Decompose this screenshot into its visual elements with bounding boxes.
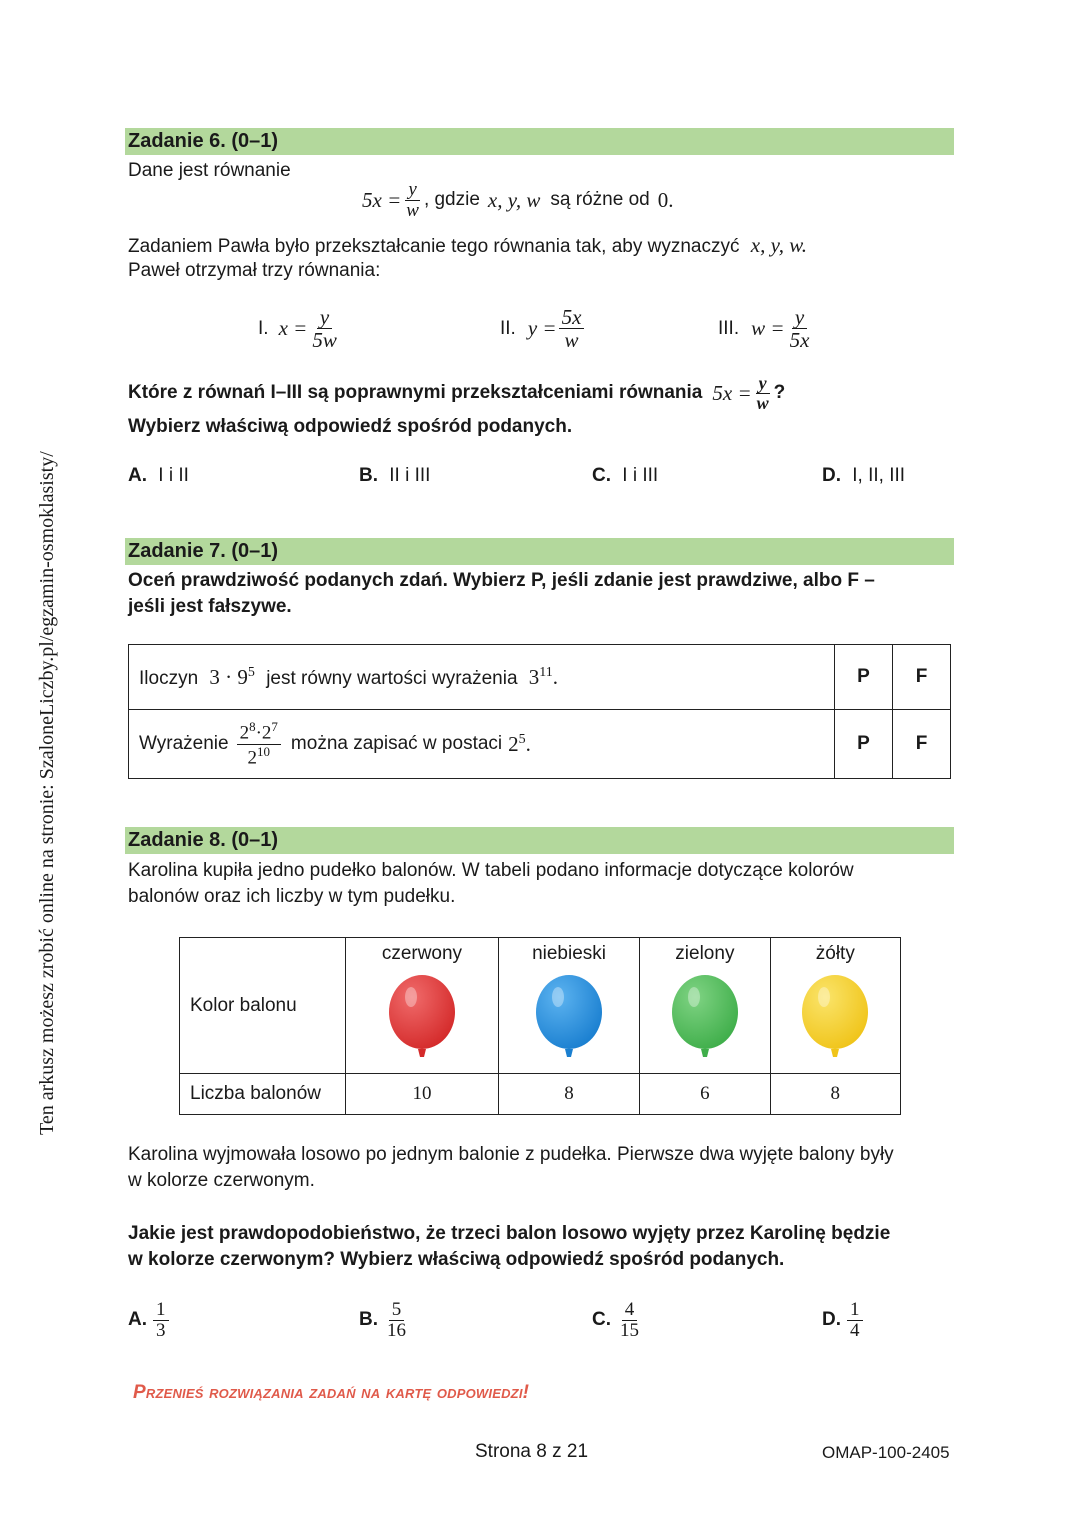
balloon-svg	[671, 975, 739, 1065]
eq1-fraction	[309, 306, 340, 351]
balloon-count-label: Liczba balonów	[180, 1074, 346, 1115]
task6-main-equation	[362, 180, 673, 221]
task6-eq-fraction	[403, 180, 422, 221]
red-balloon-icon	[388, 975, 456, 1065]
num-a: 2	[239, 722, 250, 744]
option-letter: D.	[822, 1309, 841, 1331]
rhs-exp: 11	[539, 664, 553, 680]
task6-question-lhs: 5x =	[712, 380, 752, 405]
option-letter: D.	[822, 465, 841, 486]
task6-eq-vars: x, y, w	[487, 187, 541, 212]
eq3-num: y	[792, 306, 807, 329]
expr-base: 3 · 9	[209, 664, 248, 689]
task6-eq-suffix: są różne od	[550, 189, 650, 211]
statement1-prefix: Iloczyn	[139, 667, 199, 689]
task6-eq-lhs: 5x =	[362, 187, 402, 212]
rhs-base: 2	[508, 731, 519, 756]
statement1-expr	[209, 665, 255, 689]
option-letter: C.	[592, 1309, 611, 1331]
option-den: 16	[387, 1319, 406, 1341]
task7-statement-2	[129, 710, 835, 779]
balloon-table	[179, 937, 901, 1115]
task6-question-num: y	[756, 374, 770, 394]
balloon-col-yellow	[770, 938, 900, 1074]
eq1-den: 5w	[312, 328, 337, 353]
eq3-fraction	[787, 306, 813, 351]
num-b: 2	[261, 722, 272, 744]
num-a-exp: 8	[249, 719, 256, 735]
exam-code: OMAP-100-2405	[822, 1443, 950, 1462]
statement2-true-option[interactable]: P	[835, 710, 893, 779]
den-exp: 10	[257, 743, 270, 759]
eq1-label: I.	[258, 317, 269, 339]
task6-eq-num: y	[405, 180, 419, 201]
table-row	[180, 938, 901, 1074]
task8-header	[125, 827, 954, 854]
option-num: 4	[622, 1300, 638, 1321]
option-letter: C.	[592, 465, 611, 486]
task8-intro-line2: balonów oraz ich liczby w tym pudełku.	[128, 886, 456, 907]
task6-header-text: Zadanie 6. (0–1)	[128, 130, 279, 152]
statement2-wrap	[139, 720, 531, 768]
den-base: 2	[247, 746, 257, 768]
task7-header-text: Zadanie 7. (0–1)	[128, 540, 279, 562]
task6-eq-den: w	[406, 199, 419, 221]
rhs-exp: 5	[518, 731, 526, 747]
count-red: 10	[346, 1074, 499, 1115]
balloon-svg	[535, 975, 603, 1065]
statement2-prefix: Wyrażenie	[139, 733, 229, 754]
color-name: żółty	[815, 943, 855, 964]
statement1-false-option[interactable]: F	[893, 645, 951, 710]
balloon-svg	[801, 975, 869, 1065]
task8-question-line2: w kolorze czerwonym? Wybierz właściwą odpowiedź spośród podanych.	[128, 1249, 785, 1270]
sidebar-url-note: Ten arkusz możesz zrobić online na stronie: SzaloneLiczby.pl/egzamin-osmoklasisty/	[36, 451, 58, 1135]
option-fraction	[153, 1300, 169, 1341]
option-text: I, II, III	[852, 465, 906, 486]
task6-option-b[interactable]	[359, 465, 430, 487]
task6-eq-gdzie: , gdzie	[423, 189, 480, 211]
option-num: 5	[389, 1300, 405, 1321]
task6-instruction: Wybierz właściwą odpowiedź spośród podanych.	[128, 416, 573, 437]
task7-header	[125, 538, 954, 565]
option-den: 3	[156, 1319, 166, 1341]
task6-question-fraction	[754, 374, 772, 413]
num-dot: ·	[255, 722, 262, 744]
task6-desc-text: Zadaniem Pawła było przekształcanie tego równania tak, aby wyznaczyć	[128, 236, 740, 257]
color-name: czerwony	[381, 943, 463, 964]
task6-equation-1	[258, 306, 342, 351]
task6-question-den: w	[756, 392, 769, 413]
transfer-notice: Przenieś rozwiązania zadań na kartę odpowiedzi!	[133, 1382, 530, 1403]
green-balloon-icon	[671, 975, 739, 1065]
option-fraction	[847, 1300, 863, 1341]
statement2-num	[237, 720, 281, 744]
option-letter: A.	[128, 1309, 147, 1331]
statement1-middle: jest równy wartości wyrażenia	[266, 667, 518, 689]
task6-desc-line2: Paweł otrzymał trzy równania:	[128, 260, 381, 281]
expr-exp: 5	[247, 664, 255, 680]
task8-option-a[interactable]	[128, 1300, 171, 1341]
balloon-color-label: Kolor balonu	[180, 938, 346, 1074]
num-b-exp: 7	[271, 719, 278, 735]
page-number: Strona 8 z 21	[475, 1441, 589, 1462]
count-yellow: 8	[770, 1074, 900, 1115]
task6-question-text: Które z równań I–III są poprawnymi przekształceniami równania	[128, 382, 703, 404]
eq3-lhs: w =	[751, 316, 785, 341]
statement2-middle: można zapisać w postaci	[290, 733, 503, 754]
rhs-end: .	[552, 664, 559, 689]
task7-statement-1	[129, 645, 835, 710]
balloon-col-red	[346, 938, 499, 1074]
eq2-lhs: y =	[527, 316, 557, 341]
task7-instruction-line2: jeśli jest fałszywe.	[128, 596, 292, 617]
task6-option-d[interactable]	[822, 465, 905, 487]
option-num: 1	[847, 1300, 863, 1321]
option-text: I i III	[622, 465, 659, 486]
task8-question-line1: Jakie jest prawdopodobieństwo, że trzeci balon losowo wyjęty przez Karolinę będzie	[128, 1223, 891, 1244]
blue-balloon-icon	[535, 975, 603, 1065]
eq2-num: 5x	[559, 306, 585, 329]
rhs-end: .	[525, 731, 531, 756]
balloon-col-blue	[498, 938, 639, 1074]
task6-desc-vars: x, y, w.	[750, 233, 807, 257]
task6-intro: Dane jest równanie	[128, 160, 291, 181]
count-blue: 8	[498, 1074, 639, 1115]
statement1-true-option[interactable]: P	[835, 645, 893, 710]
balloon-col-green	[640, 938, 770, 1074]
task8-option-c[interactable]	[592, 1300, 644, 1341]
eq2-fraction	[559, 306, 585, 351]
statement2-false-option[interactable]: F	[893, 710, 951, 779]
task6-header	[125, 128, 954, 155]
option-den: 4	[850, 1319, 860, 1341]
task6-eq-zero: 0.	[657, 187, 674, 212]
task6-question-mark: ?	[773, 382, 786, 404]
task8-story-line2: w kolorze czerwonym.	[128, 1170, 315, 1191]
color-name: niebieski	[532, 943, 606, 964]
task7-instruction-line1: Oceń prawdziwość podanych zdań. Wybierz P, jeśli zdanie jest prawdziwe, albo F –	[128, 570, 875, 591]
option-text: II i III	[389, 465, 431, 486]
statement2-fraction	[237, 720, 281, 768]
task6-option-a[interactable]	[128, 465, 189, 487]
statement2-den	[245, 745, 274, 768]
color-name: zielony	[675, 943, 735, 964]
eq3-label: III.	[718, 317, 740, 339]
task8-option-b[interactable]	[359, 1300, 411, 1341]
task8-header-text: Zadanie 8. (0–1)	[128, 829, 279, 851]
option-den: 15	[620, 1319, 639, 1341]
option-letter: B.	[359, 465, 378, 486]
table-row	[180, 1074, 901, 1115]
task6-desc-line1	[128, 233, 807, 258]
yellow-balloon-icon	[801, 975, 869, 1065]
eq2-label: II.	[500, 317, 516, 339]
option-letter: B.	[359, 1309, 378, 1331]
statement2-rhs	[508, 732, 531, 757]
option-text: I i II	[158, 465, 189, 486]
option-fraction	[384, 1300, 409, 1341]
task6-option-c[interactable]	[592, 465, 658, 487]
task8-option-d[interactable]	[822, 1300, 865, 1341]
eq1-num: y	[317, 306, 332, 329]
task6-question	[128, 374, 785, 413]
task6-equation-2	[500, 306, 586, 351]
balloon-svg	[388, 975, 456, 1065]
eq3-den: 5x	[789, 328, 810, 353]
option-letter: A.	[128, 465, 147, 486]
statement1-rhs	[529, 665, 558, 689]
eq2-den: w	[564, 328, 579, 353]
option-fraction	[617, 1300, 642, 1341]
task8-intro-line1: Karolina kupiła jedno pudełko balonów. W tabeli podano informacje dotyczące kolorów	[128, 860, 854, 881]
task6-equation-3	[718, 306, 814, 351]
rhs-base: 3	[528, 664, 540, 689]
table-row	[129, 645, 951, 710]
eq1-lhs: x =	[278, 316, 308, 341]
count-green: 6	[640, 1074, 770, 1115]
task7-true-false-table	[128, 644, 951, 779]
task8-story-line1: Karolina wyjmowała losowo po jednym balonie z pudełka. Pierwsze dwa wyjęte balony były	[128, 1144, 894, 1165]
table-row	[129, 710, 951, 779]
option-num: 1	[153, 1300, 169, 1321]
